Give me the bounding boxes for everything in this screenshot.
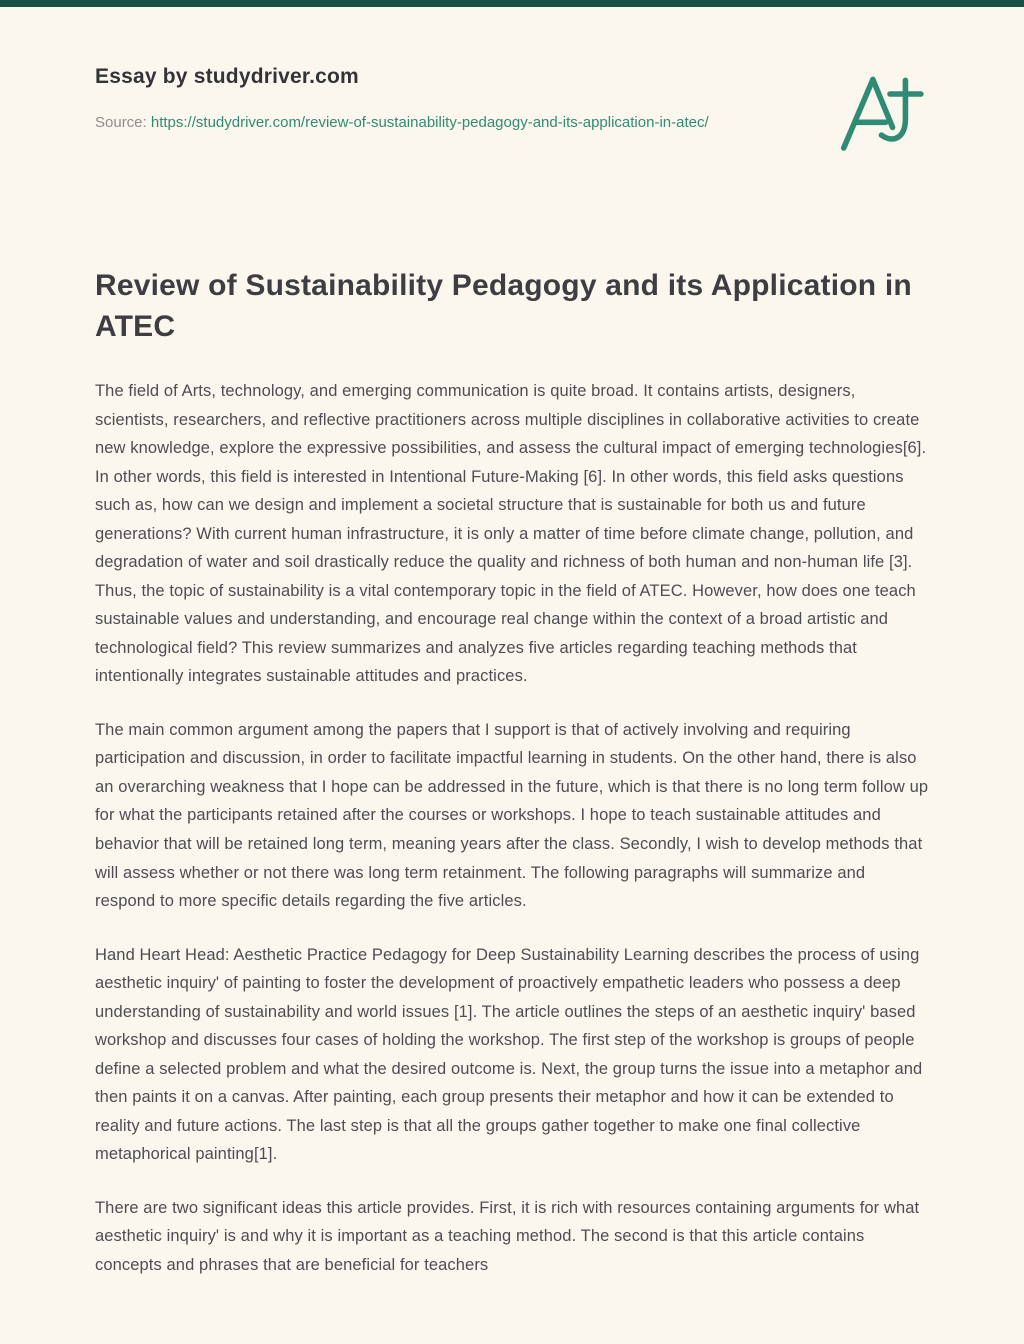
top-accent-bar: [0, 0, 1024, 7]
paragraph: The main common argument among the papers that I support is that of actively involving and requiring participation and discussion, in order to facilitate impactful learning in students. On the other hand, there is also an overarching weakness that I hope can be addressed in the future, which is that there is no long term follow up for what the participants retained after the courses or workshops. I hope to teach sustainable attitudes and behavior that will be retained long term, meaning years after the class. Secondly, I wish to develop methods that will assess whether or not there was long term retainment. The following paragraphs will summarize and respond to more specific details regarding the five articles.: [95, 720, 929, 911]
essay-byline-heading: Essay by studydriver.com: [95, 65, 359, 88]
studydriver-logo-icon: [830, 67, 926, 162]
paragraph: The field of Arts, technology, and emerging communication is quite broad. It contains artists, designers, scientists, researchers, and reflective practitioners across multiple disciplines in collaborative activities to create new knowledge, explore the expressive possibilities, and assess the cultural impact of emerging technologies[6]. In other words, this field is interested in Intentional Future-Making [6]. In other words, this field asks questions such as, how can we design and implement a societal structure that is sustainable for both us and future generations? With current human infrastructure, it is only a matter of time before climate change, pollution, and degradation of water and soil drastically reduce the quality and richness of both human and non-human life [3]. Thus, the topic of sustainability is a vital contemporary topic in the field of ATEC. However, how does one teach sustainable values and understanding, and encourage real change within the context of a broad artistic and technological field? This review summarizes and analyzes five articles regarding teaching methods that intentionally integrates sustainable attitudes and practices.: [95, 382, 927, 686]
paragraph: Hand Heart Head: Aesthetic Practice Pedagogy for Deep Sustainability Learning describes the process of using aesthetic inquiry' of painting to foster the development of proactively empathetic leaders who possess a deep understanding of sustainability and world issues [1]. The article outlines the steps of an aesthetic inquiry' based workshop and discusses four cases of holding the workshop. The first step of the workshop is groups of people define a selected problem and what the desired outcome is. Next, the group turns the issue into a metaphor and then paints it on a canvas. After painting, each group presents their metaphor and how it can be extended to reality and future actions. The last step is that all the groups gather together to make one final collective metaphorical painting[1].: [95, 945, 923, 1164]
page-content: [0, 7, 1024, 1344]
paragraph: There are two significant ideas this article provides. First, it is rich with resources containing arguments for what aesthetic inquiry' is and why it is important as a teaching method. The second is that this article contains concepts and phrases that are beneficial for teachers: [95, 1198, 920, 1274]
header-text-block: [95, 65, 709, 134]
page-header: [95, 65, 930, 162]
article-body: [95, 377, 930, 1279]
source-link[interactable]: https://studydriver.com/review-of-sustainability-pedagogy-and-its-application-in-atec/: [150, 114, 709, 131]
article-title: Review of Sustainability Pedagogy and its Application in ATEC: [95, 269, 912, 343]
source-line: [95, 111, 709, 134]
source-label: Source:: [95, 114, 147, 131]
